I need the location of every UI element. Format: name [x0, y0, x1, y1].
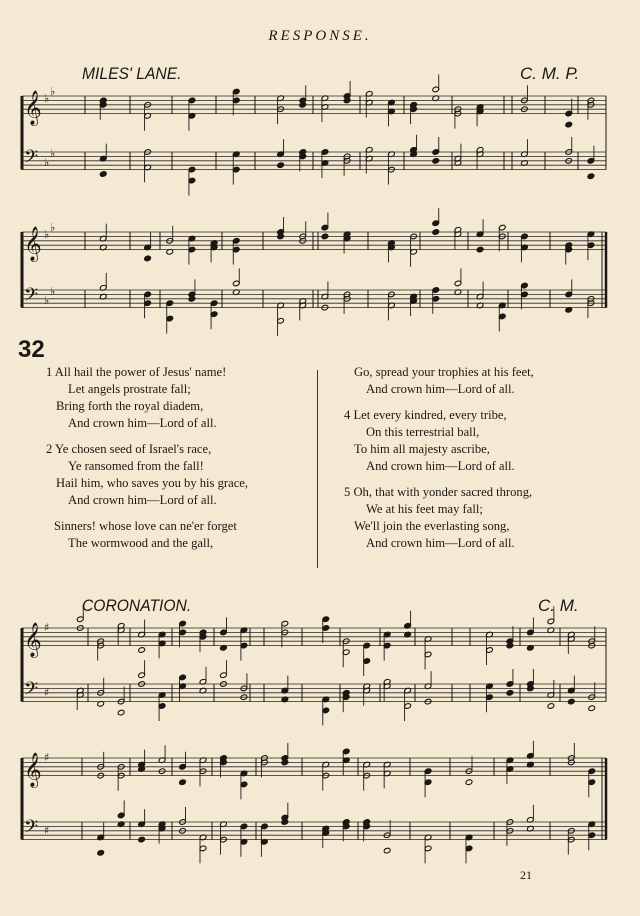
- key-signature-icon: ♯: [44, 824, 50, 837]
- response-title: RESPONSE.: [268, 28, 372, 44]
- note-head: [117, 709, 125, 716]
- note-head: [179, 779, 187, 786]
- note-head: [587, 173, 595, 180]
- verse-line: Ye ransomed from the fall!: [68, 459, 204, 473]
- bass-clef-icon: 𝄢: [24, 817, 39, 843]
- verse-line: Bring forth the royal diadem,: [56, 399, 204, 413]
- verse-line: On this terrestrial ball,: [366, 425, 480, 439]
- key-signature-icon: ♭: [50, 147, 56, 160]
- note-head: [97, 850, 105, 857]
- verse-line: And crown him—Lord of all.: [366, 536, 515, 550]
- key-signature-icon: ♭: [44, 92, 50, 105]
- verse-line: Go, spread your trophies at his feet,: [354, 365, 534, 379]
- verse-line: 4 Let every kindred, every tribe,: [344, 408, 507, 422]
- treble-clef-icon: 𝄞: [24, 752, 42, 788]
- verse-line: We'll join the everlasting song,: [354, 519, 510, 533]
- verse-line: We at his feet may fall;: [366, 502, 483, 516]
- key-signature-icon: ♭: [50, 221, 56, 234]
- bass-clef-icon: 𝄢: [24, 147, 39, 173]
- tune-name-coronation: CORONATION.: [82, 596, 192, 615]
- key-signature-icon: ♭: [50, 85, 56, 98]
- key-signature-icon: ♭: [50, 285, 56, 298]
- key-signature-icon: ♯: [44, 686, 50, 699]
- note-head: [277, 162, 285, 169]
- note-head: [99, 171, 107, 178]
- treble-clef-icon: 𝄞: [24, 226, 42, 262]
- verse-line: Sinners! whose love can ne'er forget: [54, 519, 237, 533]
- note-head: [476, 246, 484, 253]
- verses-left-column: [46, 364, 248, 552]
- verse-line: And crown him—Lord of all.: [68, 416, 217, 430]
- key-signature-icon: ♭: [44, 228, 50, 241]
- verse-line: And crown him—Lord of all.: [366, 459, 515, 473]
- note-head: [383, 847, 391, 854]
- tune-meter-coronation: C. M.: [538, 596, 579, 615]
- tune-meter-miles-lane: C. M. P.: [520, 64, 580, 83]
- bass-clef-icon: 𝄢: [24, 679, 39, 705]
- key-signature-icon: ♯: [44, 621, 50, 634]
- key-signature-icon: ♭: [44, 156, 50, 169]
- verse-line: Hail him, who saves you by his grace,: [56, 476, 249, 490]
- hymn-number: 32: [18, 336, 45, 363]
- note-head: [465, 779, 473, 786]
- column-divider: [317, 370, 318, 568]
- note-head: [568, 698, 576, 705]
- note-head: [321, 233, 329, 240]
- treble-clef-icon: 𝄞: [24, 622, 42, 658]
- verse-line: 5 Oh, that with yonder sacred throng,: [344, 485, 533, 499]
- tune-name-miles-lane: MILES' LANE.: [82, 64, 182, 83]
- verse-line: Let angels prostrate fall;: [68, 382, 191, 396]
- bass-clef-icon: 𝄢: [24, 285, 39, 311]
- note-head: [588, 705, 596, 712]
- note-head: [138, 647, 146, 654]
- note-head: [138, 836, 146, 843]
- verse-line: And crown him—Lord of all.: [366, 382, 515, 396]
- note-head: [547, 703, 555, 710]
- note-head: [144, 255, 152, 262]
- verse-line: To him all majesty ascribe,: [354, 442, 490, 456]
- note-head: [432, 229, 440, 236]
- note-head: [506, 690, 514, 697]
- verse-line: 1 All hail the power of Jesus' name!: [46, 365, 227, 379]
- verse-line: The wormwood and the gall,: [68, 536, 214, 550]
- key-signature-icon: ♯: [44, 751, 50, 764]
- treble-clef-icon: 𝄞: [24, 90, 42, 126]
- note-head: [565, 121, 573, 128]
- verse-line: 2 Ye chosen seed of Israel's race,: [46, 442, 212, 456]
- note-head: [432, 158, 440, 165]
- verse-line: And crown him—Lord of all.: [68, 493, 217, 507]
- page-number: 21: [520, 868, 532, 882]
- verses-right-column: [344, 364, 534, 552]
- key-signature-icon: ♭: [44, 294, 50, 307]
